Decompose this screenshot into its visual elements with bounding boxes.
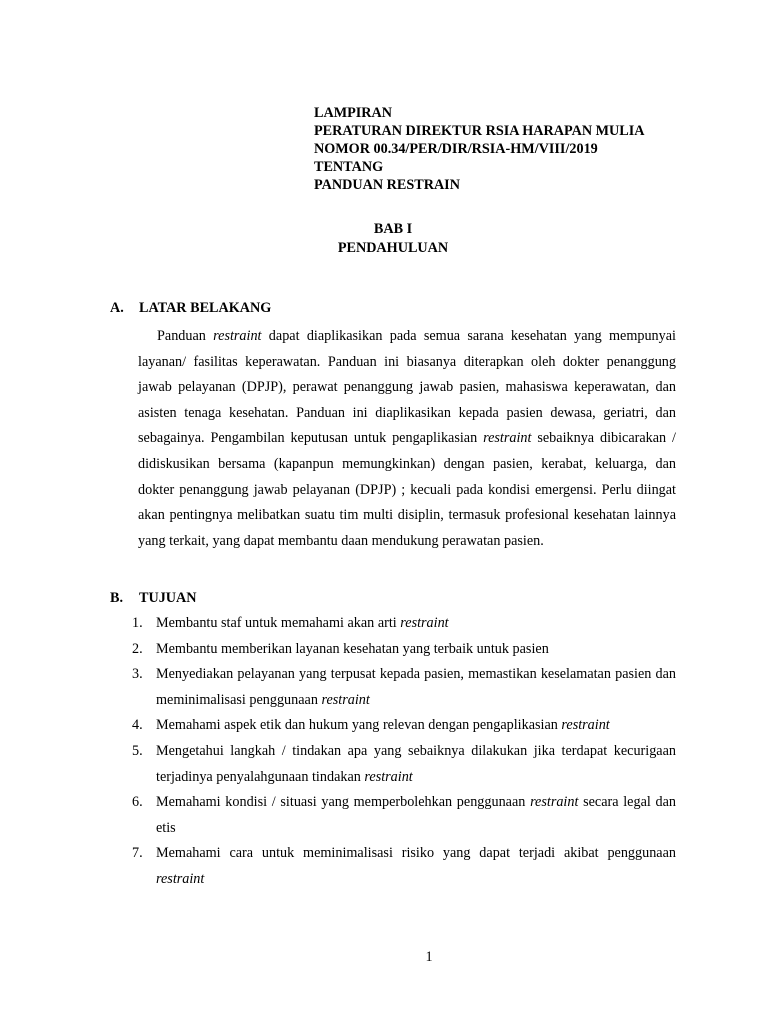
- section-a-heading: [110, 300, 271, 317]
- page-number: 1: [425, 949, 433, 965]
- list-item-italic: restraint: [156, 870, 205, 887]
- list-item: [118, 637, 676, 663]
- header-line-lampiran: LAMPIRAN: [314, 105, 393, 121]
- section-b-letter: B.: [110, 590, 124, 606]
- paragraph-italic-term: restraint: [483, 430, 532, 447]
- list-item-plain: Memahami cara untuk meminimalisasi risiko yang dapat terjadi akibat penggunaan: [156, 845, 676, 862]
- list-item: [118, 790, 676, 841]
- list-item: [118, 611, 676, 637]
- chapter-title: BAB I: [373, 221, 413, 237]
- section-b-heading: [110, 590, 197, 607]
- section-b-title: TUJUAN: [139, 590, 197, 606]
- list-item: [118, 662, 676, 713]
- header-line-peraturan: PERATURAN DIREKTUR RSIA HARAPAN MULIA: [314, 123, 645, 139]
- list-item-number: 4.: [132, 717, 143, 734]
- list-item-number: 3.: [132, 666, 143, 683]
- section-a-paragraph: [138, 324, 676, 554]
- section-a-title: LATAR BELAKANG: [139, 300, 272, 316]
- document-header: [314, 104, 645, 194]
- paragraph-text: sebaiknya dibicarakan / didiskusikan bersama (kapanpun memungkinkan) dengan pasien, kerabat, keluarga, dan dokter penanggung jawab pelayanan (DPJP) ; kecuali pada kondisi emergensi. Perlu diingat akan pentingnya melibatkan suatu tim multi disiplin, termasuk profesional kesehatan lainnya yang terkait, yang dapat membantu daan mendukung perawatan pasien.: [138, 430, 676, 549]
- list-item-plain: Menyediakan pelayanan yang terpusat kepada pasien, memastikan keselamatan pasien dan meminimalisasi penggunaan: [156, 666, 676, 708]
- list-item-text: [156, 615, 449, 631]
- section-a-letter: A.: [110, 300, 124, 316]
- list-item-italic: restraint: [321, 691, 370, 708]
- header-line-tentang: TENTANG: [314, 159, 384, 175]
- list-item-plain: Membantu staf untuk memahami akan arti: [156, 615, 401, 631]
- header-line-nomor: NOMOR 00.34/PER/DIR/RSIA-HM/VIII/2019: [314, 141, 598, 157]
- list-item-plain: Membantu memberikan layanan kesehatan yang terbaik untuk pasien: [156, 640, 549, 657]
- objectives-list: [118, 611, 676, 893]
- list-item-italic: restraint: [364, 768, 413, 785]
- list-item-text: [156, 794, 676, 836]
- list-item-number: 2.: [132, 640, 143, 657]
- list-item-after: secara legal dan etis: [156, 794, 676, 836]
- list-item-italic: restraint: [561, 717, 610, 734]
- list-item-italic: restraint: [530, 794, 579, 811]
- list-item-text: [156, 666, 676, 708]
- chapter-subtitle: PENDAHULUAN: [337, 240, 449, 256]
- list-item-italic: restraint: [400, 615, 449, 631]
- paragraph-text: dapat diaplikasikan pada semua sarana kesehatan yang mempunyai layanan/ fasilitas keperawatan. Panduan ini biasanya diterapkan oleh dokter penanggung jawab pelayanan (DPJP), perawat penanggung jawab pasien, mahasiswa keperawatan, dan asisten tenaga kesehatan. Panduan ini diaplikasikan kepada pasien dewasa, geriatri, dan sebagainya. Pengambilan keputusan untuk pengaplikasian: [138, 328, 676, 447]
- paragraph-text: Panduan: [157, 328, 214, 344]
- list-item-text: [156, 717, 610, 733]
- list-item: [118, 739, 676, 790]
- list-item-number: 1.: [132, 615, 143, 631]
- list-item-number: 6.: [132, 794, 143, 811]
- list-item-plain: Memahami kondisi / situasi yang memperbolehkan penggunaan: [156, 794, 531, 811]
- list-item-plain: Memahami aspek etik dan hukum yang relevan dengan pengaplikasian: [156, 717, 562, 734]
- header-line-subject: PANDUAN RESTRAIN: [314, 177, 460, 193]
- list-item: [118, 713, 676, 739]
- list-item-plain: Mengetahui langkah / tindakan apa yang sebaiknya dilakukan jika terdapat kecurigaan terjadinya penyalahgunaan tindakan: [156, 742, 676, 785]
- list-item-text: [156, 743, 676, 785]
- list-item-text: [156, 845, 676, 887]
- list-item-text: [156, 641, 549, 657]
- list-item: [118, 841, 676, 892]
- paragraph-italic-term: restraint: [213, 328, 262, 344]
- list-item-number: 5.: [132, 742, 143, 759]
- list-item-number: 7.: [132, 845, 143, 862]
